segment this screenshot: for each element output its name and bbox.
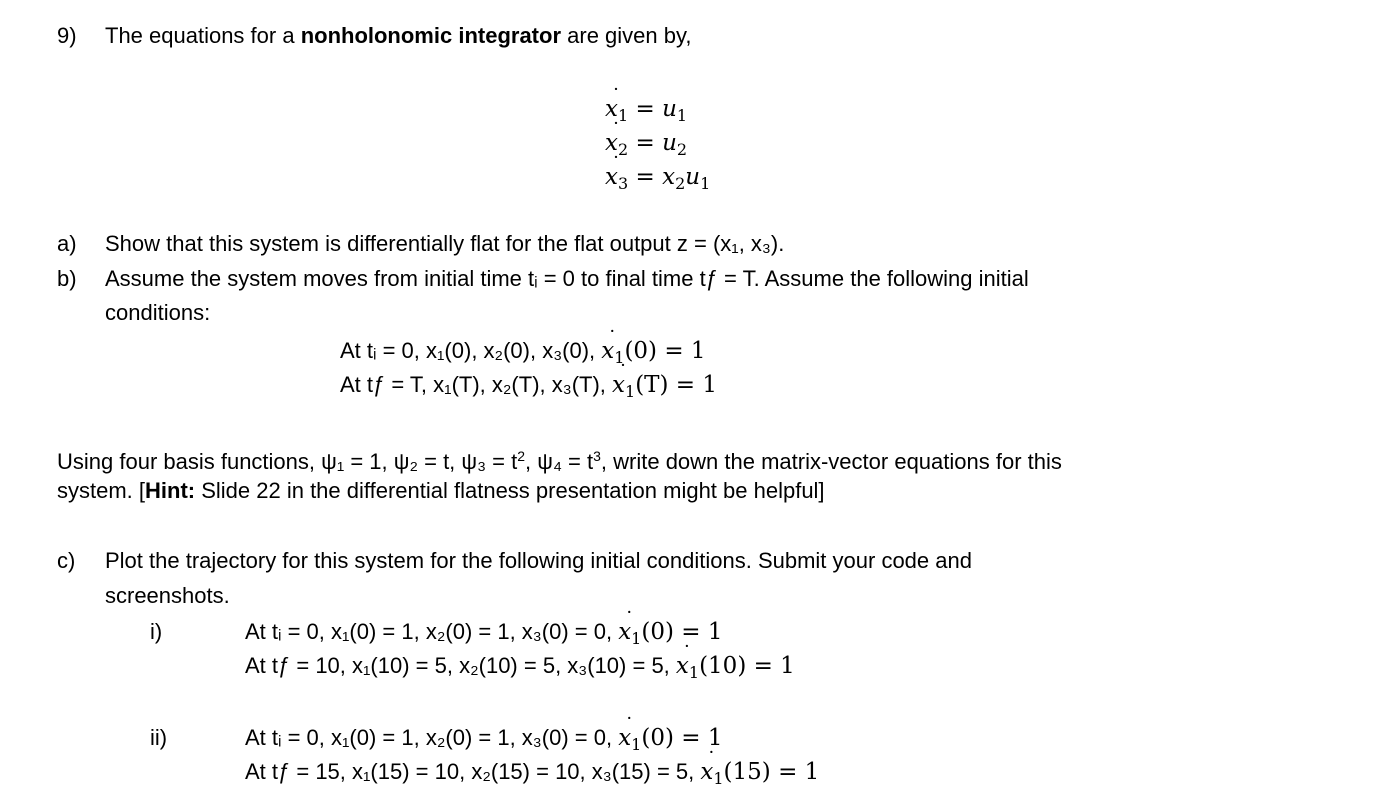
question-number: 9) [57, 23, 77, 48]
c-ii-line2-text: At tƒ = 15, x₁(15) = 10, x₂(15) = 10, x₃(15) = 5, [245, 759, 701, 784]
x-dot-var: ˙ x [601, 337, 614, 365]
intro-text-end: are given by, [561, 23, 692, 48]
basis-line2 [57, 477, 825, 505]
x-dot-var: ˙ x [605, 163, 618, 191]
intro-bold: nonholonomic integrator [300, 23, 562, 48]
c-ii-line2-math: (15) = 1 [723, 759, 820, 785]
x-dot-var: ˙ x [605, 129, 618, 157]
c-ii-initial: At tᵢ = 0, x₁(0) = 1, x₂(0) = 1, x₃(0) = 0, ˙ $x_1(0) = 1$ [245, 724, 722, 759]
x-dot-var: ˙ x [605, 95, 618, 123]
c-ii-line1-text: At tᵢ = 0, x₁(0) = 1, x₂(0) = 1, x₃(0) = 0, [245, 725, 619, 750]
b-condition-final: At tƒ = T, x₁(T), x₂(T), x₃(T), ˙ $x_1(T) = 1$ [340, 371, 717, 406]
part-b-line2: conditions: [105, 300, 211, 325]
equation-1: ˙ $x_1 = u_1$ [605, 95, 687, 130]
intro-text: The equations for a [105, 23, 301, 48]
basis-text-c: , write down the matrix-vector equations for this [600, 449, 1062, 474]
x-dot-var: ˙ x [676, 652, 689, 680]
c-ii-label: ii) [150, 725, 168, 750]
b-condition-initial: At tᵢ = 0, x₁(0), x₂(0), x₃(0), ˙ $x_1(0) = 1$ [340, 337, 706, 372]
part-a-label: a) [57, 231, 77, 256]
eq1-rhs: u [662, 96, 677, 122]
c-ii-line1-math: (0) = 1 [641, 725, 723, 751]
c-i-final: At tƒ = 10, x₁(10) = 5, x₂(10) = 5, x₃(10) = 5, ˙ $x_1(10) = 1$ [245, 652, 795, 687]
c-i-line2-text: At tƒ = 10, x₁(10) = 5, x₂(10) = 5, x₃(10) = 5, [245, 653, 676, 678]
part-c-label: c) [57, 548, 76, 573]
part-a-text: Show that this system is differentially flat for the flat output z = (x₁, x₃). [105, 231, 785, 256]
x-dot-var: ˙ x [618, 724, 631, 752]
basis-line1: Using four basis functions, ψ₁ = 1, ψ₂ = t, $\psi_3 = t^2$, $\psi_4 = t^3$, write down the matrix-vector equations for this [57, 448, 1062, 474]
eq3-rhs-u: u [685, 164, 701, 190]
hint-pre: system. [ [57, 478, 146, 503]
equation-2: ˙ $x_2 = u_2$ [605, 129, 687, 164]
equation-3: ˙ $x_3 = x_2u_1$ [605, 163, 710, 198]
b-cond1-math: (0) = 1 [624, 338, 706, 364]
part-b-label: b) [57, 266, 77, 291]
hint-bold: Hint: [145, 478, 196, 503]
c-ii-final: At tƒ = 15, x₁(15) = 10, x₂(15) = 10, x₃(15) = 5, ˙ $x_1(15) = 1$ [245, 758, 819, 793]
c-i-initial: At tᵢ = 0, x₁(0) = 1, x₂(0) = 1, x₃(0) = 0, ˙ $x_1(0) = 1$ [245, 618, 722, 653]
b-cond1-text: At tᵢ = 0, x₁(0), x₂(0), x₃(0), [340, 338, 602, 363]
question-intro [105, 22, 691, 50]
part-c-line1: Plot the trajectory for this system for the following initial conditions. Submit your code and [105, 548, 972, 573]
b-cond2-text: At tƒ = T, x₁(T), x₂(T), x₃(T), [340, 372, 613, 397]
c-i-line1-text: At tᵢ = 0, x₁(0) = 1, x₂(0) = 1, x₃(0) = 0, [245, 619, 619, 644]
basis-text-a: Using four basis functions, ψ₁ = 1, ψ₂ = t, ψ₃ = t [57, 449, 518, 474]
c-i-label: i) [150, 619, 163, 644]
b-cond2-math: (T) = 1 [635, 372, 718, 398]
x-dot-var: ˙ x [612, 371, 625, 399]
eq2-rhs: u [662, 130, 677, 156]
x-dot-var: ˙ x [618, 618, 631, 646]
basis-text-b: , ψ₄ = t [525, 449, 594, 474]
part-c-line2: screenshots. [105, 583, 230, 608]
hint-post: Slide 22 in the differential flatness presentation might be helpful] [195, 478, 825, 503]
c-i-line1-math: (0) = 1 [641, 619, 723, 645]
eq3-rhs: x [662, 164, 676, 190]
x-dot-var: ˙ x [700, 758, 713, 786]
part-b-line1: Assume the system moves from initial time tᵢ = 0 to final time tƒ = T. Assume the following initial [105, 266, 1029, 291]
c-i-line2-math: (10) = 1 [699, 653, 795, 679]
